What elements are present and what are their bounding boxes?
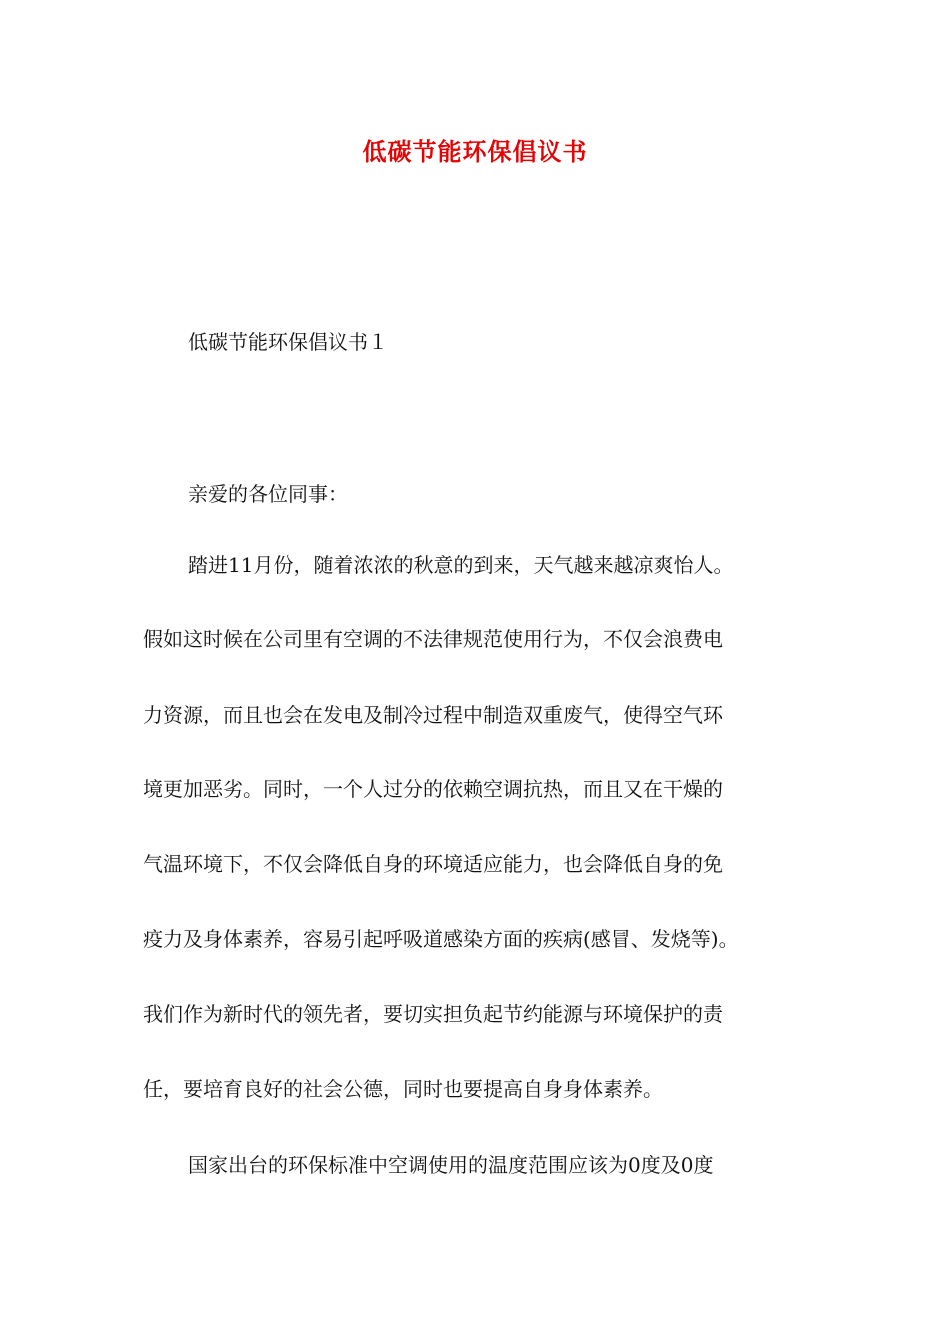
- paragraph-line: 假如这时候在公司里有空调的不法律规范使用行为，不仅会浪费电: [143, 627, 723, 651]
- paragraph-line: 踏进11月份，随着浓浓的秋意的到来，天气越来越凉爽怡人。: [188, 553, 734, 577]
- paragraph-line: 疫力及身体素养，容易引起呼吸道感染方面的疾病(感冒、发烧等)。: [143, 927, 739, 951]
- section-heading: 低碳节能环保倡议书１: [188, 330, 388, 354]
- paragraph-line: 任，要培育良好的社会公德，同时也要提高自身身体素养。: [143, 1077, 663, 1101]
- paragraph-line: 力资源，而且也会在发电及制冷过程中制造双重废气，使得空气环: [143, 703, 723, 727]
- salutation: 亲爱的各位同事：: [188, 482, 348, 506]
- paragraph-line: 境更加恶劣。同时，一个人过分的依赖空调抗热，而且又在干燥的: [143, 777, 723, 801]
- paragraph-line: 气温环境下，不仅会降低自身的环境适应能力，也会降低自身的免: [143, 852, 723, 876]
- paragraph-line: 我们作为新时代的领先者，要切实担负起节约能源与环境保护的责: [143, 1002, 723, 1026]
- paragraph-line: 国家出台的环保标准中空调使用的温度范围应该为0度及0度: [188, 1153, 714, 1177]
- document-title: 低碳节能环保倡议书: [362, 137, 588, 166]
